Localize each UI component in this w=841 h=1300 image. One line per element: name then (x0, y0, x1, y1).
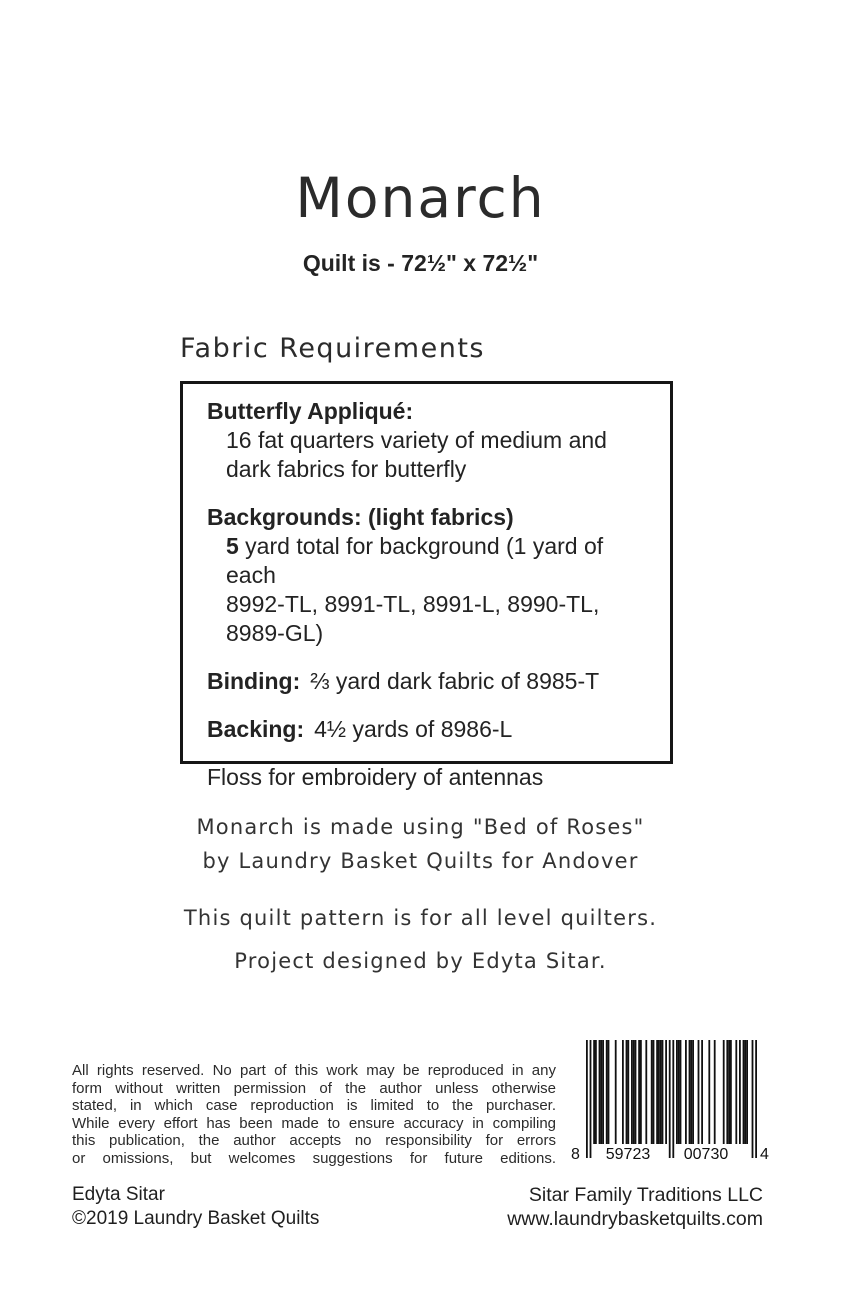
backgrounds-section (207, 503, 652, 648)
barcode-digit-left: 8 (571, 1146, 580, 1163)
backgrounds-line2: 8992-TL, 8991-TL, 8991-L, 8990-TL, 8989-GL) (226, 591, 600, 646)
upc-barcode (571, 1040, 773, 1172)
copyright-line: ©2019 Laundry Basket Quilts (72, 1208, 320, 1229)
barcode-bars-image (586, 1040, 758, 1158)
legal-line: While every effort has been made to ensure accuracy in compiling (72, 1114, 556, 1132)
description-line4: Project designed by Edyta Sitar. (234, 949, 607, 973)
legal-line: or omissions, but welcomes suggestions for future editions. (72, 1149, 556, 1167)
fabric-requirements-box (180, 381, 673, 790)
backing-text: 4½ yards of 8986-L (314, 716, 513, 742)
page-title: Monarch (295, 166, 546, 230)
company-name: Sitar Family Traditions LLC (528, 1184, 763, 1206)
publisher-credits (507, 1183, 763, 1231)
description-line3: This quilt pattern is for all level quilters. (183, 906, 658, 930)
author-name: Edyta Sitar (72, 1184, 165, 1205)
quilt-size: Quilt is - 72½" x 72½" (302, 250, 539, 276)
barcode-digit-right: 4 (760, 1146, 769, 1163)
legal-line: this publication, the author accepts no responsibility for errors (72, 1132, 556, 1149)
binding-text: ⅔ yard dark fabric of 8985-T (310, 668, 600, 694)
description-line2: by Laundry Basket Quilts for Andover (202, 849, 639, 873)
legal-line: All rights reserved. No part of this work may be reproduced in any (72, 1062, 556, 1079)
butterfly-applique-section (207, 397, 652, 484)
barcode-digits-group2: 00730 (683, 1146, 729, 1163)
backgrounds-line1-rest: yard total for background (1 yard of each (226, 533, 604, 588)
website-url: www.laundrybasketquilts.com (507, 1208, 763, 1230)
butterfly-applique-label: Butterfly Appliqué: (207, 398, 414, 424)
legal-line: form without written permission of the author unless otherwise (72, 1079, 556, 1097)
backgrounds-yardage: 5 (226, 533, 239, 559)
binding-label: Binding: (207, 668, 301, 694)
description-line1: Monarch is made using "Bed of Roses" (196, 815, 645, 839)
butterfly-applique-line1: 16 fat quarters variety of medium and (226, 427, 607, 453)
floss-note: Floss for embroidery of antennas (207, 764, 544, 790)
binding-section (207, 667, 652, 696)
fabric-requirements-heading: Fabric Requirements (180, 333, 485, 364)
author-credits (72, 1183, 319, 1231)
legal-text (72, 1062, 556, 1167)
barcode-digits-group1: 59723 (605, 1146, 651, 1163)
backing-label: Backing: (207, 716, 305, 742)
backgrounds-label: Backgrounds: (light fabrics) (207, 504, 514, 530)
butterfly-applique-line2: dark fabrics for butterfly (226, 456, 467, 482)
legal-line: stated, in which case reproduction is limited to the purchaser. (72, 1097, 556, 1114)
backing-section (207, 715, 652, 744)
backgrounds-line1 (207, 532, 652, 590)
